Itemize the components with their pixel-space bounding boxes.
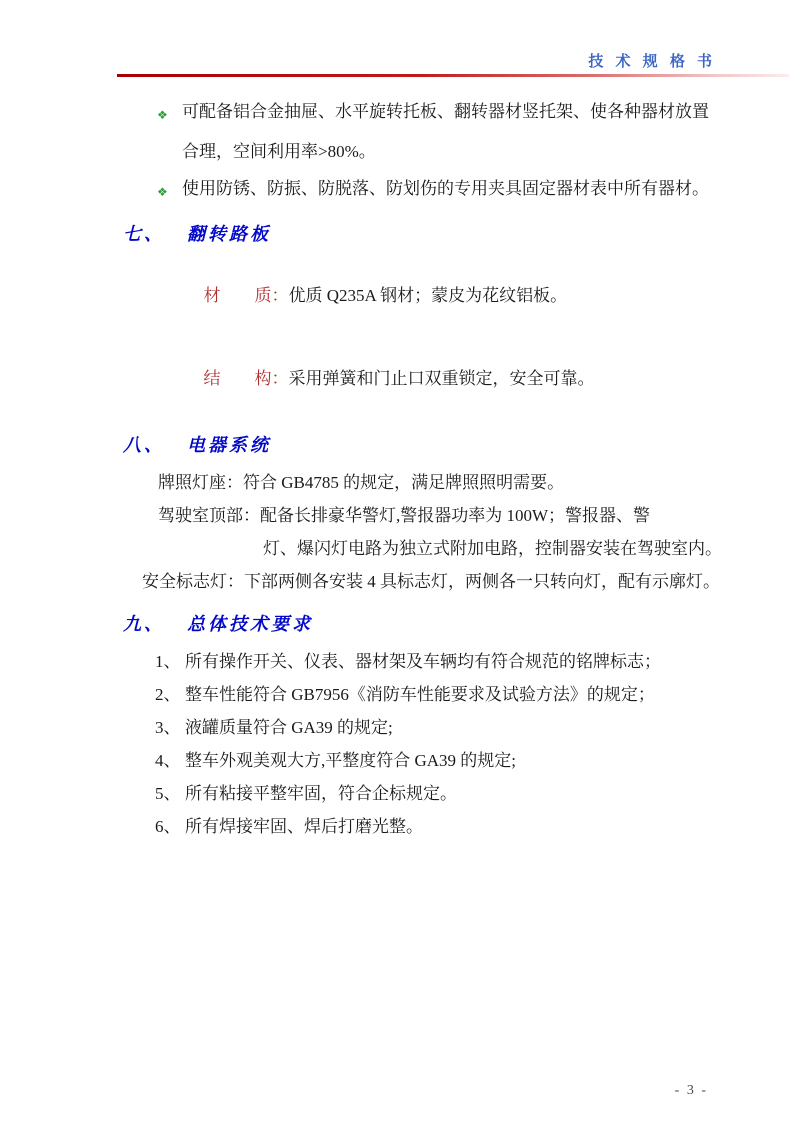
section-number: 九、 xyxy=(123,614,165,634)
item-number: 3、 xyxy=(155,718,181,737)
item-number: 2、 xyxy=(155,685,181,704)
section-title: 电器系统 xyxy=(187,435,271,455)
section-heading-7 xyxy=(115,222,790,246)
bullet-text-continuation: 合理，空间利用率>80%。 xyxy=(182,142,376,161)
section-heading-8 xyxy=(115,433,790,457)
item-text: 所有焊接牢固、焊后打磨光整。 xyxy=(185,817,423,836)
document-header-title: 技 术 规 格 书 xyxy=(588,53,716,70)
item-number: 4、 xyxy=(155,751,181,770)
numbered-item xyxy=(115,716,790,740)
numbered-item xyxy=(115,749,790,773)
page-header xyxy=(115,50,788,71)
item-text: 整车性能符合 GB7956《消防车性能要求及试验方法》的规定； xyxy=(185,685,655,704)
numbered-item xyxy=(115,815,790,839)
electric-line-cab-roof-cont: 灯、爆闪灯电路为独立式附加电路，控制器安装在驾驶室内。 xyxy=(263,539,722,558)
spec-label: 材 质： xyxy=(203,286,289,305)
item-text: 所有粘接平整牢固，符合企标规定。 xyxy=(185,784,457,803)
spec-value: 优质 Q235A 钢材；蒙皮为花纹铝板。 xyxy=(288,286,568,305)
item-text: 液罐质量符合 GA39 的规定; xyxy=(185,718,393,737)
numbered-item xyxy=(115,683,790,707)
diamond-bullet-icon: ❖ xyxy=(157,185,168,199)
section-heading-9 xyxy=(115,612,790,636)
spec-row-material xyxy=(178,260,790,332)
section-number: 七、 xyxy=(123,224,165,244)
numbered-item xyxy=(115,782,790,806)
section-title: 总体技术要求 xyxy=(187,614,313,634)
electric-line-safety-lamp: 安全标志灯：下部两侧各安装 4 具标志灯，两侧各一只转向灯，配有示廓灯。 xyxy=(142,572,720,591)
document-body xyxy=(115,100,790,848)
spec-row-structure xyxy=(178,343,790,415)
section-number: 八、 xyxy=(123,435,165,455)
numbered-item xyxy=(115,650,790,674)
section-title: 翻转路板 xyxy=(187,224,271,244)
page-number: - 3 - xyxy=(674,1083,708,1098)
item-text: 整车外观美观大方,平整度符合 GA39 的规定; xyxy=(185,751,517,770)
diamond-bullet-icon: ❖ xyxy=(157,108,168,122)
item-number: 1、 xyxy=(155,652,181,671)
bullet-item xyxy=(115,177,790,204)
spec-label: 结 构： xyxy=(203,369,289,388)
item-number: 6、 xyxy=(155,817,181,836)
electric-line-license-lamp: 牌照灯座：符合 GB4785 的规定，满足牌照照明需要。 xyxy=(158,473,565,492)
bullet-text: 使用防锈、防振、防脱落、防划伤的专用夹具固定器材表中所有器材。 xyxy=(182,179,709,198)
header-rule-line xyxy=(117,74,789,77)
spec-value: 采用弹簧和门止口双重锁定，安全可靠。 xyxy=(288,369,595,388)
bullet-text: 可配备铝合金抽屉、水平旋转托板、翻转器材竖托架、使各种器材放置 xyxy=(182,102,709,121)
item-number: 5、 xyxy=(155,784,181,803)
item-text: 所有操作开关、仪表、器材架及车辆均有符合规范的铭牌标志； xyxy=(185,652,661,671)
bullet-item xyxy=(115,100,790,127)
electric-line-cab-roof: 驾驶室顶部：配备长排豪华警灯,警报器功率为 100W；警报器、警 xyxy=(158,506,651,525)
